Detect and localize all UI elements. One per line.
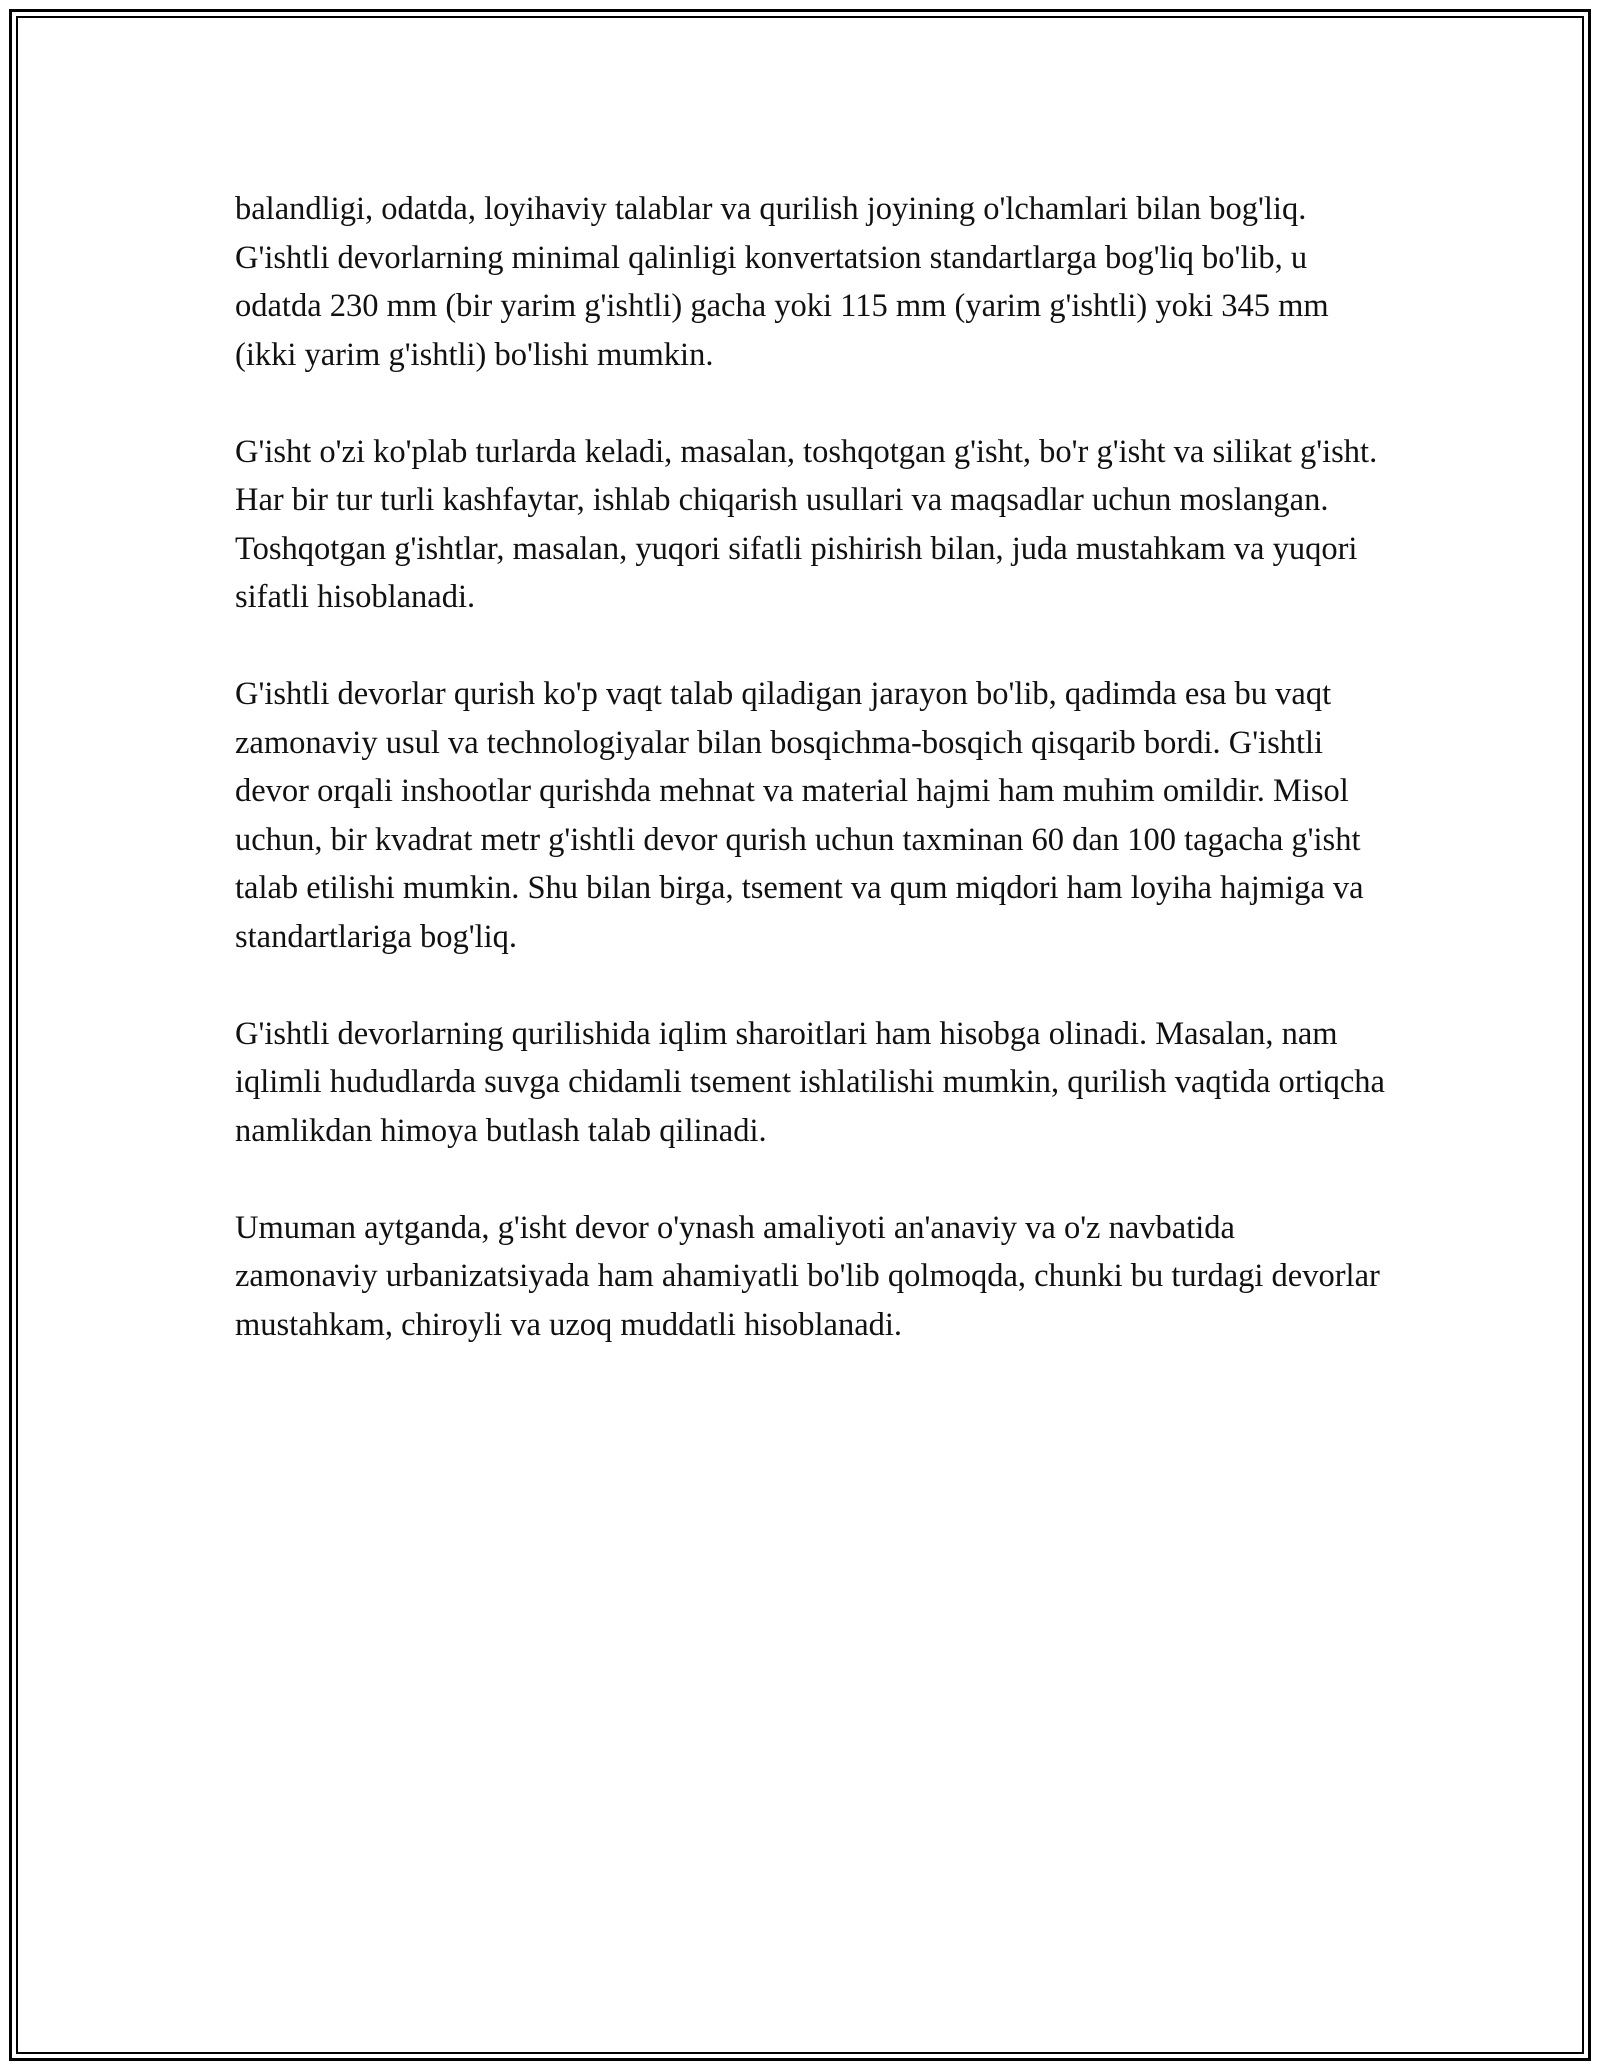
document-body [235, 185, 1385, 1398]
paragraph-4: G'ishtli devorlarning qurilishida iqlim sharoitlari ham hisobga olinadi. Masalan, nam iqlimli hududlarda suvga chidamli tsement ishlatilishi mumkin, qurilish vaqtida ortiqcha namlikdan himoya butlash talab qilinadi. [235, 1015, 1385, 1149]
paragraph-5: Umuman aytganda, g'isht devor o'ynash amaliyoti an'anaviy va o'z navbatida zamonaviy urbanizatsiyada ham ahamiyatli bo'lib qolmoqda, chunki bu turdagi devorlar mustahkam, chiroyli va uzoq muddatli hisoblanadi. [235, 1209, 1380, 1343]
paragraph-3: G'ishtli devorlar qurish ko'p vaqt talab qiladigan jarayon bo'lib, qadimda esa bu vaqt zamonaviy usul va technologiyalar bilan bosqichma-bosqich qisqarib bordi. G'ishtli devor orqali inshootlar qurishda mehnat va material hajmi ham muhim omildir. Misol uchun, bir kvadrat metr g'ishtli devor qurish uchun taxminan 60 dan 100 tagacha g'isht talab etilishi mumkin. Shu bilan birga, tsement va qum miqdori ham loyiha hajmiga va standartlariga bog'liq. [235, 676, 1364, 955]
paragraph-2: G'isht o'zi ko'plab turlarda keladi, masalan, toshqotgan g'isht, bo'r g'isht va silikat g'isht. Har bir tur turli kashfaytar, ishlab chiqarish usullari va maqsadlar uchun moslangan. Toshqotgan g'ishtlar, masalan, yuqori sifatli pishirish bilan, juda mustahkam va yuqori sifatli hisoblanadi. [235, 433, 1378, 615]
paragraph-1: balandligi, odatda, loyihaviy talablar va qurilish joyining o'lchamlari bilan bog'liq. G'ishtli devorlarning minimal qalinligi konvertatsion standartlarga bog'liq bo'lib, u odatda 230 mm (bir yarim g'ishtli) gacha yoki 115 mm (yarim g'ishtli) yoki 345 mm (ikki yarim g'ishtli) bo'lishi mumkin. [235, 191, 1329, 373]
